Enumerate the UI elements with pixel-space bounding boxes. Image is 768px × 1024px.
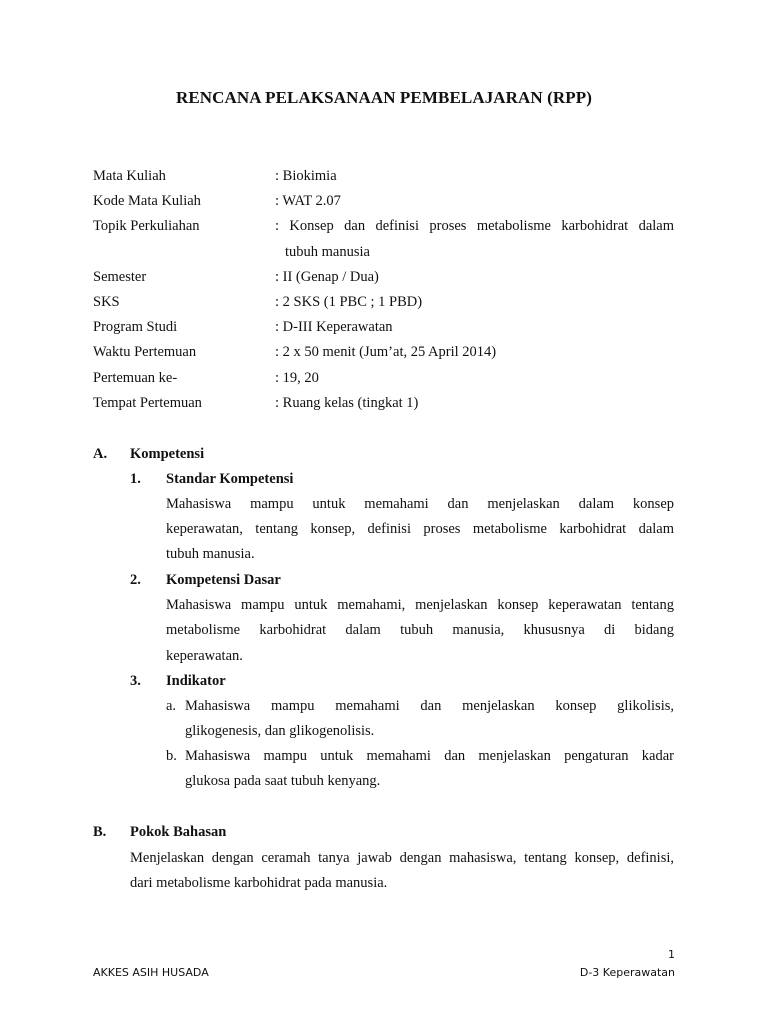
indikator-b-line: Mahasiswa mampu untuk memahami dan menjelaskan pengaturan kadar	[185, 748, 674, 764]
standar-kompetensi-heading: Standar Kompetensi	[166, 471, 294, 487]
section-a-marker: A.	[93, 446, 108, 462]
section-a-heading: Kompetensi	[130, 446, 205, 462]
info-value-topik-line2: tubuh manusia	[285, 244, 370, 260]
section-b-heading: Pokok Bahasan	[130, 824, 227, 840]
pokok-bahasan-line: dari metabolisme karbohidrat pada manusia.	[130, 875, 388, 891]
item-1-number: 1.	[130, 471, 141, 487]
info-label-semester: Semester	[93, 269, 147, 285]
footer-institution: AKKES ASIH HUSADA	[93, 966, 209, 979]
info-label-kode: Kode Mata Kuliah	[93, 193, 201, 209]
info-label-topik: Topik Perkuliahan	[93, 218, 200, 234]
kompetensi-dasar-line: keperawatan.	[166, 648, 243, 664]
info-value-kode: : WAT 2.07	[275, 193, 341, 209]
kompetensi-dasar-line: Mahasiswa mampu untuk memahami, menjelaskan konsep keperawatan tentang	[166, 597, 674, 613]
indikator-heading: Indikator	[166, 673, 226, 689]
kompetensi-dasar-heading: Kompetensi Dasar	[166, 572, 281, 588]
info-value-program-studi: : D-III Keperawatan	[275, 319, 393, 335]
pokok-bahasan-line: Menjelaskan dengan ceramah tanya jawab dengan mahasiswa, tentang konsep, definisi,	[130, 850, 674, 866]
page-number: 1	[668, 948, 675, 961]
item-2-number: 2.	[130, 572, 141, 588]
document-title: RENCANA PELAKSANAAN PEMBELAJARAN (RPP)	[175, 88, 593, 107]
info-value-pertemuan: : 19, 20	[275, 370, 319, 386]
info-label-program-studi: Program Studi	[93, 319, 178, 335]
info-value-tempat: : Ruang kelas (tingkat 1)	[275, 395, 419, 411]
standar-kompetensi-line: tubuh manusia.	[166, 546, 255, 562]
indikator-b-marker: b.	[166, 748, 177, 764]
footer-program: D-3 Keperawatan	[579, 966, 675, 979]
indikator-a-line: glikogenesis, dan glikogenolisis.	[185, 723, 375, 739]
info-label-pertemuan: Pertemuan ke-	[93, 370, 178, 386]
info-value-semester: : II (Genap / Dua)	[275, 269, 379, 285]
info-label-mata-kuliah: Mata Kuliah	[93, 168, 166, 184]
section-b-marker: B.	[93, 824, 107, 840]
info-label-sks: SKS	[93, 294, 120, 310]
info-value-topik-line1: : Konsep dan definisi proses metabolisme karbohidrat dalam	[275, 218, 674, 234]
standar-kompetensi-line: Mahasiswa mampu untuk memahami dan menjelaskan dalam konsep	[166, 496, 674, 512]
indikator-b-line: glukosa pada saat tubuh kenyang.	[185, 773, 381, 789]
indikator-a-line: Mahasiswa mampu memahami dan menjelaskan konsep glikolisis,	[185, 698, 674, 714]
info-label-waktu: Waktu Pertemuan	[93, 344, 197, 360]
info-value-sks: : 2 SKS (1 PBC ; 1 PBD)	[275, 294, 423, 310]
info-value-waktu: : 2 x 50 menit (Jum’at, 25 April 2014)	[275, 344, 497, 360]
indikator-a-marker: a.	[166, 698, 177, 714]
kompetensi-dasar-line: metabolisme karbohidrat dalam tubuh manusia, khususnya di bidang	[166, 622, 674, 638]
info-label-tempat: Tempat Pertemuan	[93, 395, 202, 411]
item-3-number: 3.	[130, 673, 141, 689]
standar-kompetensi-line: keperawatan, tentang konsep, definisi proses metabolisme karbohidrat dalam	[166, 521, 674, 537]
info-value-mata-kuliah: : Biokimia	[275, 168, 337, 184]
